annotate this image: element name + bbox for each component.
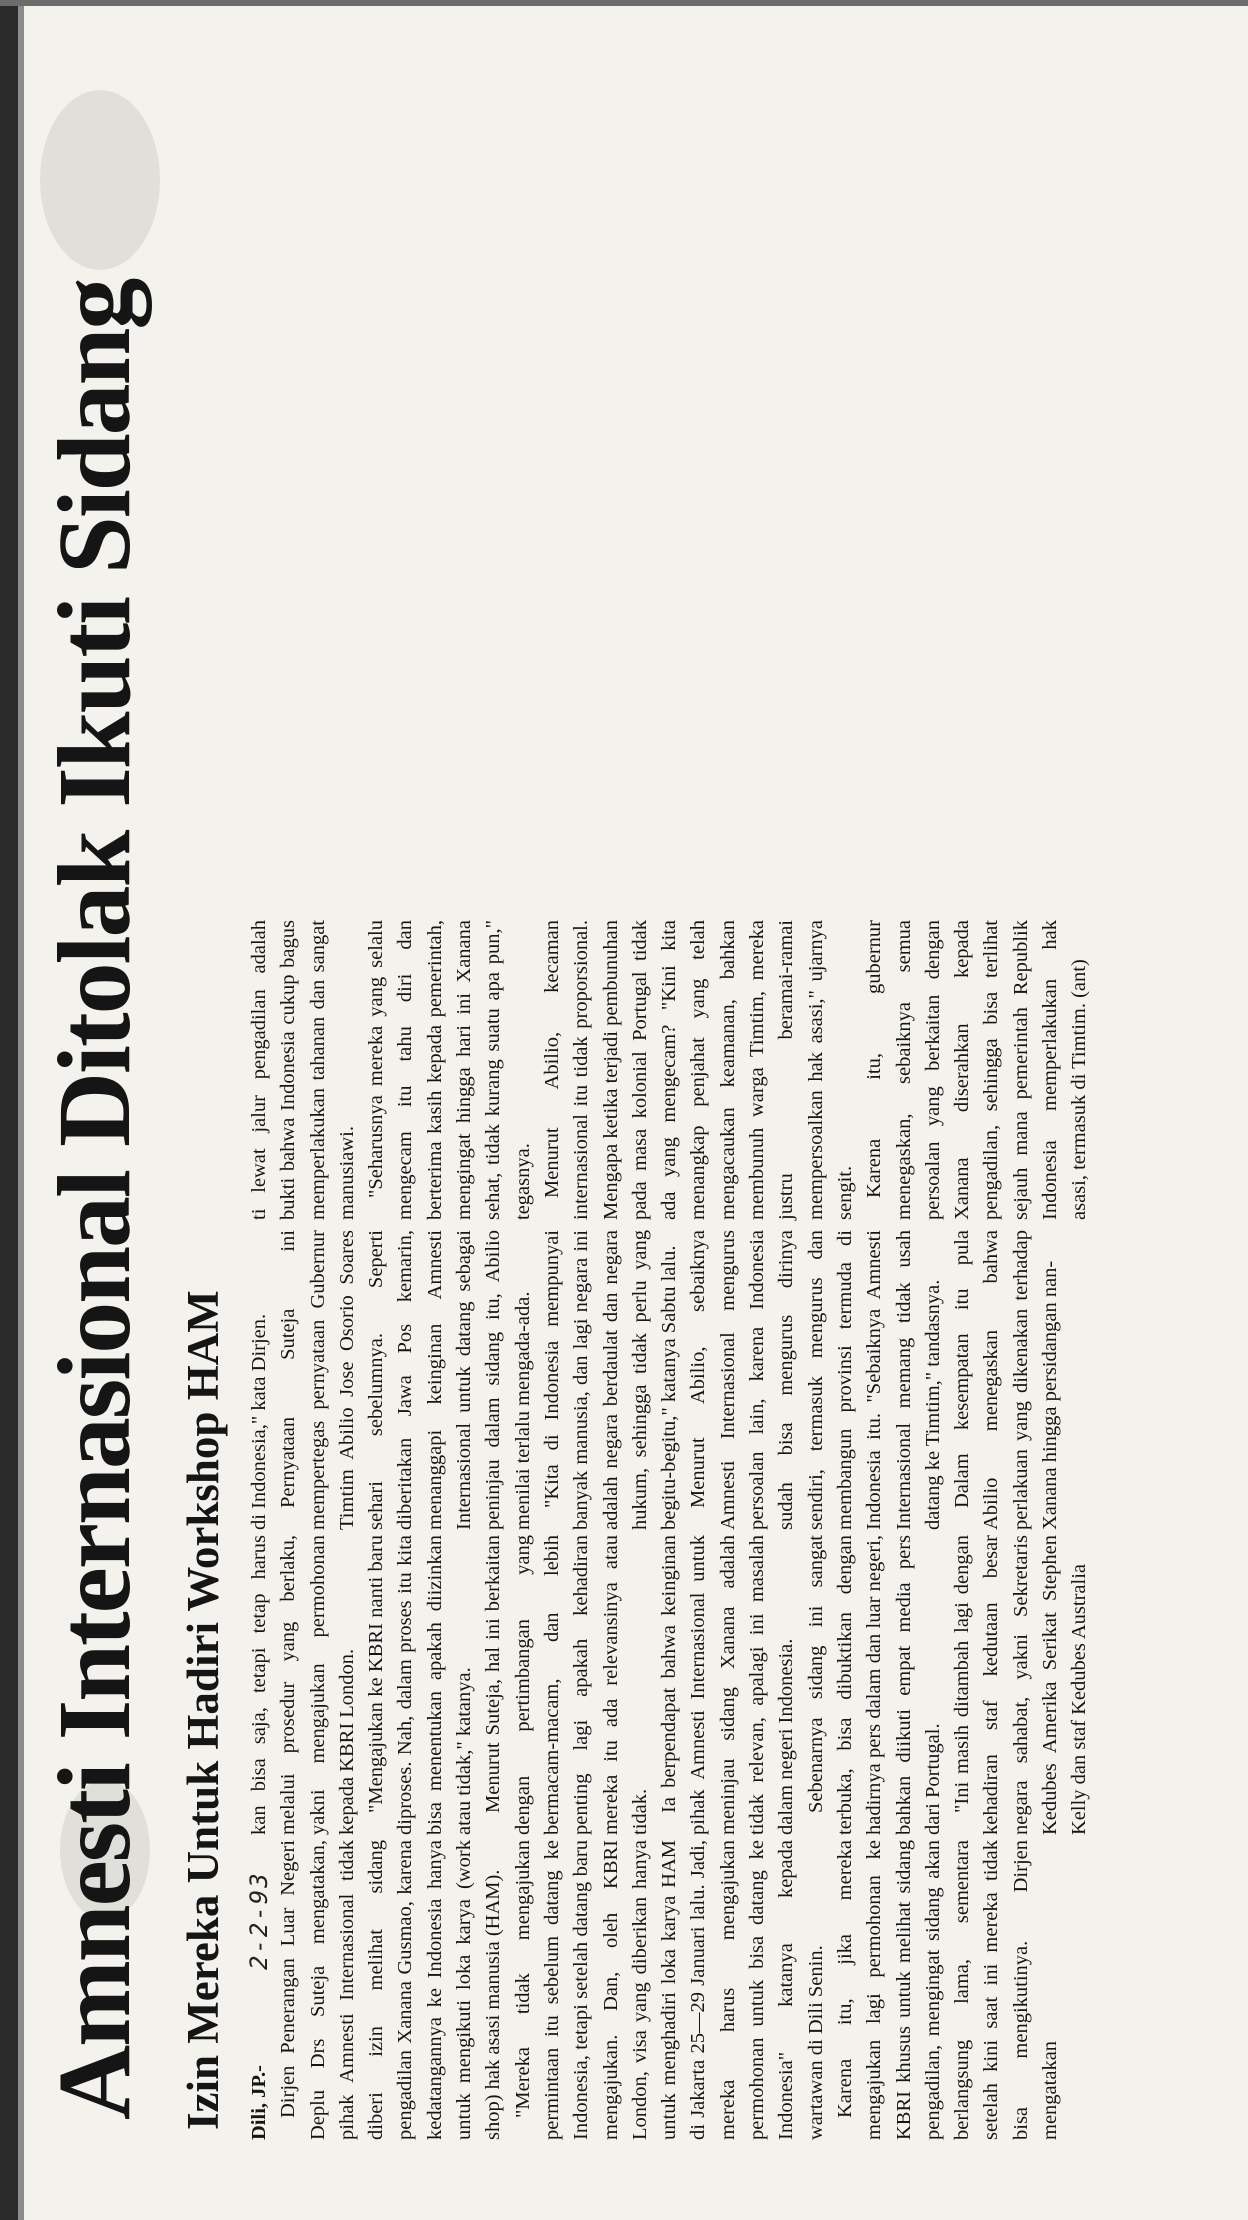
paragraph: Ia berpendapat bahwa keinginan pihak Amnesti Internasional untuk meninjau sidang Xanana adalah tidak relevan, apalagi ini masalah dalam negeri Indonesia. bbox=[658, 1535, 798, 1835]
paragraph: Pernyataan Suteja ini mempertegas pernyataan Gubernur Timtim Abilio Jose Osorio Soares sehari sebelumnya. Seperti diberitakan Jawa Pos kemarin, menanggapi keinginan Amnesti Internasional untuk datang sebagai peninjau dalam sidang itu, Abilio menilai terlalu mengada-ada. bbox=[277, 1230, 534, 1530]
paragraph: Menurut Abilio, kecaman internasional itu tidak proporsional. Mengapa ketika terjadi pembunuhan pada masa kolonial Portugal tidak ada yang mengecam? "Kini kita menangkap penjahat yang telah mengacaukan keamanan, bahkan membunuh warga Timtim, mereka justru beramai-ramai mempersoalkan hak asasi," ujarnya sengit. bbox=[540, 920, 856, 1220]
paragraph: "Kita di Indonesia mempunyai banyak manusia, dan lagi negara ini adalah negara berdaulat dan negara hukum, sehingga tidak perlu yang begitu-begitu," katanya Sabtu lalu. bbox=[540, 1230, 681, 1530]
paragraph: Dirjen Penerangan Luar Negeri Deplu Drs Suteja mengatakan, pihak Amnesti Internasional tidak diberi izin melihat sidang pengadilan Xanana Gusmao, karena kedatangannya ke Indonesia hanya untuk mengikuti loka karya (work shop) hak asasi manusia (HAM). bbox=[277, 1840, 505, 2140]
headline: Amnesti Internasional Ditolak Ikuti Sidang bbox=[37, 279, 152, 2120]
paragraph: Menurut Abilio, sebaiknya Amnesti Internasional mengurus persoalan lain, karena Indonesia sudah bisa mengurus dirinya sendiri, termasuk mengurus dan membangun provinsi termuda di Indonesia itu. "Sebaiknya Amnesti Internasional memang tidak usah datang ke Timtim," tandasnya. bbox=[687, 1230, 944, 1530]
paragraph: ti lewat jalur pengadilan adalah bukti bahwa Indonesia cukup bagus memperlakukan tahanan dan sangat manusiawi. bbox=[248, 920, 358, 1220]
paragraph: "Mereka tidak mengajukan permintaan itu sebelum datang ke Indonesia, tetapi setelah datang baru mengajukan. Dan, oleh KBRI London, visa yang diberikan hanya untuk menghadiri loka karya HAM di Jakarta 25—29 Januari lalu. Jadi, mereka harus mengajukan permohonan untuk bisa datang ke Indonesia" katanya kepada wartawan di Dili Senin. bbox=[511, 1840, 827, 2140]
handwritten-date: 2-2-93 bbox=[245, 1871, 273, 1970]
paragraph: Dalam kesempatan itu pula Abilio menegaskan bahwa perlakuan yang dikenakan terhadap Xanana hingga persidangan nan- bbox=[951, 1230, 1062, 1530]
subhead: Izin Mereka Untuk Hadiri Workshop HAM bbox=[178, 1290, 228, 2130]
paragraph: "Ini masih ditambah lagi dengan kehadiran staf kedutaan besar negara sahabat, yakni Sekretaris Kedubes Amerika Serikat Stephen Kelly dan staf Kedubes Australia bbox=[951, 1535, 1091, 1835]
paragraph: kan bisa saja, tetapi tetap harus melalui prosedur yang berlaku, yakni mengajukan permohonan kepada KBRI London. bbox=[248, 1535, 358, 1835]
paragraph: Sebenarnya sidang ini sangat terbuka, bisa dibuktikan dengan hadirnya pers dalam dan luar negeri, bahkan diikuti empat media pers dari Portugal. bbox=[804, 1535, 944, 1835]
paragraph: "Mengajukan ke KBRI nanti baru diproses. Nah, dalam proses itu kita bisa menentukan apakah diizinkan atau tidak," katanya. bbox=[365, 1535, 476, 1835]
paragraph: Karena itu, jika mereka mengajukan lagi permohonan ke KBRI khusus untuk melihat sidang pengadilan, mengingat sidang akan berlangsung lama, sementara setelah kini saat ini mereka tidak bisa mengikutinya. Dirjen mengatakan bbox=[833, 1840, 1062, 2140]
paragraph: "Seharusnya mereka yang selalu mengecam itu tahu diri dan berterima kasih kepada pemerintah, mengingat hingga hari ini Xanana sehat, tidak kurang suatu apa pun," tegasnya. bbox=[365, 920, 534, 1220]
article-column-1 bbox=[245, 1840, 1235, 2140]
article-column-2 bbox=[245, 1535, 1235, 1835]
paragraph: Menurut Suteja, hal ini berkaitan dengan pertimbangan yang bermacam-macam, dan lebih penting lagi apakah kehadiran mereka itu ada relevansinya atau tidak. bbox=[482, 1535, 651, 1835]
article-column-4 bbox=[245, 920, 1235, 1220]
dateline: Dili, JP.- bbox=[248, 2065, 270, 2140]
article-column-3 bbox=[245, 1230, 1235, 1530]
paragraph: di Indonesia," kata Dirjen. bbox=[248, 1313, 270, 1530]
paragraph: Karena itu, gubernur menegaskan, sebaiknya semua persoalan yang berkaitan dengan Xanana diserahkan kepada pengadilan, sehingga bisa terlihat sejauh mana pemerintah Republik Indonesia memperlakukan hak asasi, termasuk di Timtim. (ant) bbox=[863, 920, 1091, 1220]
